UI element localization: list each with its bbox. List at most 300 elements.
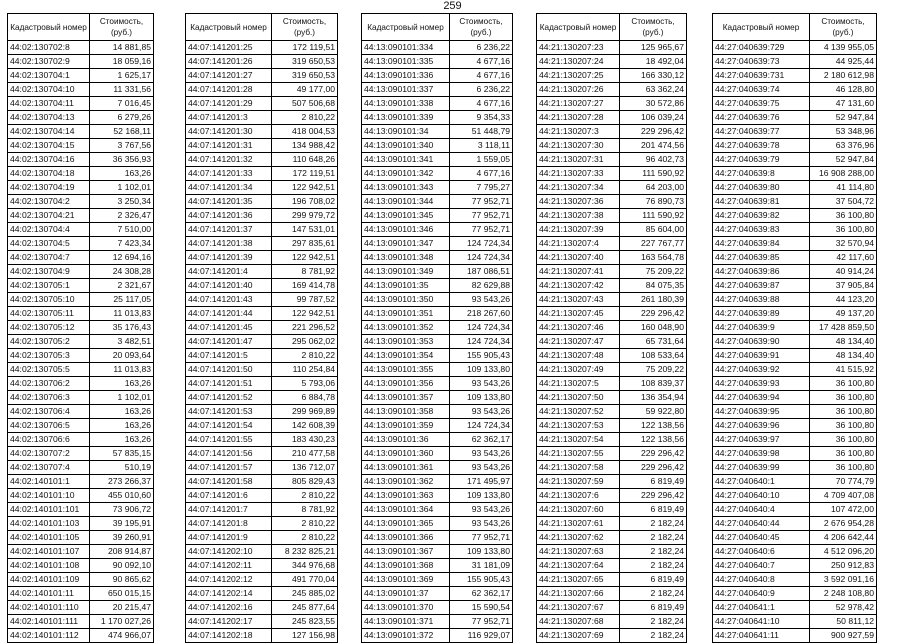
cadastral-number-cell: 44:21:130207:31: [537, 153, 620, 167]
table-row: [8, 531, 154, 545]
cadastral-number-cell: 44:07:141201:44: [186, 307, 272, 321]
table-row: [186, 181, 338, 195]
value-cell: 474 966,07: [90, 629, 154, 643]
table-row: [186, 223, 338, 237]
table-row: [713, 167, 877, 181]
table-row: [362, 55, 513, 69]
cadastral-number-cell: 44:13:090101:338: [362, 97, 450, 111]
table-row: [186, 573, 338, 587]
table-row: [537, 391, 687, 405]
value-cell: 4 512 096,20: [810, 545, 877, 559]
value-cell: 37 504,72: [810, 195, 877, 209]
cadastral-number-cell: 44:07:141201:27: [186, 69, 272, 83]
value-cell: 299 979,72: [272, 209, 338, 223]
cadastral-number-cell: 44:07:141202:18: [186, 629, 272, 643]
value-cell: 14 881,85: [90, 41, 154, 55]
cadastral-number-cell: 44:13:090101:354: [362, 349, 450, 363]
table-row: [8, 111, 154, 125]
table-row: [8, 559, 154, 573]
cadastral-number-cell: 44:27:040639:73: [713, 55, 810, 69]
value-cell: 6 279,26: [90, 111, 154, 125]
cadastral-number-cell: 44:21:130207:48: [537, 349, 620, 363]
header-cadastral-number: Кадастровый номер: [8, 14, 90, 41]
cadastral-number-cell: 44:02:130704:5: [8, 237, 90, 251]
cadastral-number-cell: 44:13:090101:352: [362, 321, 450, 335]
table-row: [186, 167, 338, 181]
table-row: [8, 223, 154, 237]
cadastral-number-cell: 44:27:040639:89: [713, 307, 810, 321]
cadastral-number-cell: 44:07:141201:50: [186, 363, 272, 377]
value-cell: 11 331,56: [90, 83, 154, 97]
value-cell: 172 119,51: [272, 41, 338, 55]
value-cell: 6 819,49: [620, 573, 687, 587]
cadastral-number-cell: 44:13:090101:342: [362, 167, 450, 181]
table-row: [8, 307, 154, 321]
table-row: [186, 377, 338, 391]
table-row: [537, 223, 687, 237]
table-row: [362, 475, 513, 489]
value-cell: 2 182,24: [620, 517, 687, 531]
cadastral-number-cell: 44:21:130207:39: [537, 223, 620, 237]
value-cell: 2 810,22: [272, 531, 338, 545]
value-cell: 11 013,83: [90, 363, 154, 377]
cadastral-number-cell: 44:07:141201:3: [186, 111, 272, 125]
value-cell: 44 925,44: [810, 55, 877, 69]
table-row: [713, 41, 877, 55]
cadastral-number-cell: 44:07:141201:4: [186, 265, 272, 279]
cadastral-number-cell: 44:02:140101:10: [8, 489, 90, 503]
table-row: [713, 223, 877, 237]
table-row: [713, 503, 877, 517]
value-cell: 319 650,53: [272, 69, 338, 83]
value-cell: 36 356,93: [90, 153, 154, 167]
value-cell: 122 942,51: [272, 181, 338, 195]
cadastral-number-cell: 44:27:040639:77: [713, 125, 810, 139]
cadastral-number-cell: 44:07:141201:37: [186, 223, 272, 237]
header-cadastral-number: Кадастровый номер: [362, 14, 450, 41]
table-row: [713, 237, 877, 251]
table-row: [537, 601, 687, 615]
cadastral-number-cell: 44:02:130704:19: [8, 181, 90, 195]
value-cell: 20 215,47: [90, 601, 154, 615]
cadastral-number-cell: 44:07:141202:14: [186, 587, 272, 601]
table-row: [362, 461, 513, 475]
cadastral-number-cell: 44:27:040640:1: [713, 475, 810, 489]
table-row: [537, 237, 687, 251]
table-row: [8, 83, 154, 97]
cadastral-number-cell: 44:13:090101:345: [362, 209, 450, 223]
value-cell: 63 376,96: [810, 139, 877, 153]
table-row: [8, 433, 154, 447]
cadastral-number-cell: 44:27:040639:78: [713, 139, 810, 153]
value-cell: 6 819,49: [620, 503, 687, 517]
cadastral-number-cell: 44:13:090101:367: [362, 545, 450, 559]
cadastral-number-cell: 44:02:130704:15: [8, 139, 90, 153]
table-row: [8, 167, 154, 181]
value-cell: 3 250,34: [90, 195, 154, 209]
table-row: [186, 587, 338, 601]
cadastral-number-cell: 44:02:140101:110: [8, 601, 90, 615]
cadastral-number-cell: 44:21:130207:3: [537, 125, 620, 139]
table-row: [362, 517, 513, 531]
value-cell: 136 354,94: [620, 391, 687, 405]
cadastral-number-cell: 44:21:130207:63: [537, 545, 620, 559]
table-row: [8, 69, 154, 83]
value-cell: 93 543,26: [450, 503, 513, 517]
cadastral-number-cell: 44:02:130704:21: [8, 209, 90, 223]
value-cell: 2 676 954,28: [810, 517, 877, 531]
cadastral-number-cell: 44:21:130207:52: [537, 405, 620, 419]
table-row: [362, 69, 513, 83]
table-row: [713, 587, 877, 601]
cadastral-number-cell: 44:21:130207:5: [537, 377, 620, 391]
value-cell: 229 296,42: [620, 489, 687, 503]
value-cell: 229 296,42: [620, 461, 687, 475]
value-cell: 40 914,24: [810, 265, 877, 279]
cadastral-number-cell: 44:07:141202:11: [186, 559, 272, 573]
table-row: [713, 97, 877, 111]
table-row: [8, 377, 154, 391]
table-row: [186, 475, 338, 489]
table-row: [537, 489, 687, 503]
table-row: [8, 251, 154, 265]
value-cell: 2 810,22: [272, 111, 338, 125]
cadastral-number-cell: 44:07:141201:39: [186, 251, 272, 265]
table-row: [362, 419, 513, 433]
cadastral-number-cell: 44:07:141201:40: [186, 279, 272, 293]
value-cell: 160 048,90: [620, 321, 687, 335]
table-row: [186, 391, 338, 405]
value-cell: 93 543,26: [450, 461, 513, 475]
table-row: [8, 615, 154, 629]
value-cell: 125 965,67: [620, 41, 687, 55]
value-cell: 111 590,92: [620, 167, 687, 181]
value-cell: 4 206 642,44: [810, 531, 877, 545]
cadastral-number-cell: 44:21:130207:55: [537, 447, 620, 461]
table-row: [8, 125, 154, 139]
value-cell: 2 182,24: [620, 545, 687, 559]
cadastral-number-cell: 44:02:130704:18: [8, 167, 90, 181]
table-row: [362, 559, 513, 573]
value-cell: 155 905,43: [450, 349, 513, 363]
value-cell: 319 650,53: [272, 55, 338, 69]
value-cell: 221 296,52: [272, 321, 338, 335]
cadastral-number-cell: 44:07:141201:30: [186, 125, 272, 139]
table-row: [186, 55, 338, 69]
value-cell: 147 531,01: [272, 223, 338, 237]
value-cell: 3 767,56: [90, 139, 154, 153]
cadastral-number-cell: 44:21:130207:45: [537, 307, 620, 321]
table-row: [186, 601, 338, 615]
value-cell: 210 477,58: [272, 447, 338, 461]
cadastral-number-cell: 44:07:141201:58: [186, 475, 272, 489]
table-row: [713, 55, 877, 69]
cadastral-number-cell: 44:13:090101:334: [362, 41, 450, 55]
table-row: [8, 321, 154, 335]
cadastral-number-cell: 44:27:040640:6: [713, 545, 810, 559]
value-cell: 109 133,80: [450, 391, 513, 405]
cadastral-number-cell: 44:02:130702:8: [8, 41, 90, 55]
value-cell: 32 570,94: [810, 237, 877, 251]
cadastral-number-cell: 44:21:130207:43: [537, 293, 620, 307]
table-row: [537, 153, 687, 167]
value-cell: 229 296,42: [620, 125, 687, 139]
table-row: [537, 83, 687, 97]
cadastral-number-cell: 44:02:130704:7: [8, 251, 90, 265]
table-row: [362, 321, 513, 335]
table-row: [186, 433, 338, 447]
cadastral-number-cell: 44:27:040639:99: [713, 461, 810, 475]
table-row: [186, 321, 338, 335]
cadastral-number-cell: 44:02:130704:2: [8, 195, 90, 209]
cadastral-number-cell: 44:07:141201:6: [186, 489, 272, 503]
cadastral-number-cell: 44:07:141201:43: [186, 293, 272, 307]
cadastral-number-cell: 44:27:040641:11: [713, 629, 810, 643]
cadastral-number-cell: 44:27:040639:87: [713, 279, 810, 293]
cadastral-number-cell: 44:02:130704:13: [8, 111, 90, 125]
table-row: [8, 335, 154, 349]
table-row: [537, 559, 687, 573]
table-row: [713, 321, 877, 335]
cadastral-number-cell: 44:02:130706:5: [8, 419, 90, 433]
value-cell: 12 694,16: [90, 251, 154, 265]
value-cell: 5 793,06: [272, 377, 338, 391]
table-row: [8, 489, 154, 503]
table-row: [713, 363, 877, 377]
cadastral-number-cell: 44:07:141201:47: [186, 335, 272, 349]
value-cell: 295 062,02: [272, 335, 338, 349]
value-cell: 245 823,55: [272, 615, 338, 629]
value-cell: 2 248 108,80: [810, 587, 877, 601]
table-row: [537, 209, 687, 223]
table-row: [186, 559, 338, 573]
cadastral-number-cell: 44:02:130704:14: [8, 125, 90, 139]
cadastral-number-cell: 44:27:040639:82: [713, 209, 810, 223]
table-row: [713, 139, 877, 153]
cadastral-number-cell: 44:13:090101:363: [362, 489, 450, 503]
table-row: [713, 209, 877, 223]
cadastral-table-4: [536, 13, 687, 643]
cadastral-number-cell: 44:13:090101:347: [362, 237, 450, 251]
value-cell: 48 134,40: [810, 335, 877, 349]
value-cell: 25 117,05: [90, 293, 154, 307]
table-row: [713, 559, 877, 573]
value-cell: 2 321,67: [90, 279, 154, 293]
table-row: [8, 391, 154, 405]
value-cell: 163 564,78: [620, 251, 687, 265]
value-cell: 49 177,00: [272, 83, 338, 97]
cadastral-number-cell: 44:07:141201:7: [186, 503, 272, 517]
table-row: [186, 265, 338, 279]
table-row: [713, 335, 877, 349]
cadastral-number-cell: 44:02:130705:12: [8, 321, 90, 335]
value-cell: 52 978,42: [810, 601, 877, 615]
table-row: [713, 195, 877, 209]
cadastral-number-cell: 44:21:130207:64: [537, 559, 620, 573]
table-row: [537, 181, 687, 195]
page-number: 259: [443, 0, 462, 12]
cadastral-number-cell: 44:21:130207:30: [537, 139, 620, 153]
value-cell: 17 428 859,50: [810, 321, 877, 335]
cadastral-number-cell: 44:21:130207:54: [537, 433, 620, 447]
table-row: [713, 531, 877, 545]
cadastral-number-cell: 44:21:130207:68: [537, 615, 620, 629]
table-row: [186, 279, 338, 293]
table-row: [8, 363, 154, 377]
value-cell: 90 865,62: [90, 573, 154, 587]
value-cell: 93 543,26: [450, 377, 513, 391]
cadastral-number-cell: 44:21:130207:25: [537, 69, 620, 83]
value-cell: 36 100,80: [810, 419, 877, 433]
cadastral-number-cell: 44:21:130207:23: [537, 41, 620, 55]
cadastral-number-cell: 44:13:090101:335: [362, 55, 450, 69]
table-row: [713, 545, 877, 559]
cadastral-number-cell: 44:13:090101:369: [362, 573, 450, 587]
table-row: [362, 573, 513, 587]
value-cell: 124 724,34: [450, 335, 513, 349]
table-row: [186, 335, 338, 349]
cadastral-number-cell: 44:13:090101:370: [362, 601, 450, 615]
value-cell: 4 677,16: [450, 167, 513, 181]
cadastral-number-cell: 44:07:141201:32: [186, 153, 272, 167]
cadastral-number-cell: 44:13:090101:348: [362, 251, 450, 265]
value-cell: 30 572,86: [620, 97, 687, 111]
table-row: [537, 41, 687, 55]
cadastral-number-cell: 44:27:040639:75: [713, 97, 810, 111]
value-cell: 49 137,20: [810, 307, 877, 321]
cadastral-number-cell: 44:13:090101:349: [362, 265, 450, 279]
value-cell: 20 093,64: [90, 349, 154, 363]
value-cell: 77 952,71: [450, 615, 513, 629]
cadastral-number-cell: 44:07:141201:38: [186, 237, 272, 251]
value-cell: 124 724,34: [450, 237, 513, 251]
table-row: [537, 531, 687, 545]
cadastral-number-cell: 44:27:040639:98: [713, 447, 810, 461]
value-cell: 2 182,24: [620, 559, 687, 573]
table-row: [362, 587, 513, 601]
table-row: [186, 461, 338, 475]
cadastral-number-cell: 44:21:130207:69: [537, 629, 620, 643]
table-row: [362, 97, 513, 111]
value-cell: 110 648,26: [272, 153, 338, 167]
cadastral-number-cell: 44:02:130705:5: [8, 363, 90, 377]
table-row: [8, 629, 154, 643]
table-row: [8, 209, 154, 223]
cadastral-number-cell: 44:02:130706:3: [8, 391, 90, 405]
cadastral-number-cell: 44:02:130705:3: [8, 349, 90, 363]
cadastral-table-2: [185, 13, 338, 643]
table-row: [713, 573, 877, 587]
value-cell: 491 770,04: [272, 573, 338, 587]
cadastral-number-cell: 44:21:130207:53: [537, 419, 620, 433]
table-row: [362, 545, 513, 559]
cadastral-table-1: [7, 13, 154, 643]
value-cell: 24 308,28: [90, 265, 154, 279]
value-cell: 344 976,68: [272, 559, 338, 573]
table-row: [713, 279, 877, 293]
cadastral-number-cell: 44:21:130207:66: [537, 587, 620, 601]
cadastral-number-cell: 44:02:130704:10: [8, 83, 90, 97]
value-cell: 261 180,39: [620, 293, 687, 307]
cadastral-number-cell: 44:21:130207:40: [537, 251, 620, 265]
table-row: [362, 349, 513, 363]
table-row: [537, 321, 687, 335]
table-row: [713, 433, 877, 447]
cadastral-number-cell: 44:13:090101:371: [362, 615, 450, 629]
value-cell: 8 781,92: [272, 503, 338, 517]
value-cell: 4 709 407,08: [810, 489, 877, 503]
value-cell: 77 952,71: [450, 209, 513, 223]
table-row: [362, 237, 513, 251]
value-cell: 110 254,84: [272, 363, 338, 377]
header-value-rub: Стоимость, (руб.): [620, 14, 687, 41]
table-row: [362, 335, 513, 349]
cadastral-number-cell: 44:27:040639:83: [713, 223, 810, 237]
table-row: [8, 195, 154, 209]
cadastral-number-cell: 44:02:130706:4: [8, 405, 90, 419]
table-row: [362, 377, 513, 391]
value-cell: 136 712,07: [272, 461, 338, 475]
header-cadastral-number: Кадастровый номер: [186, 14, 272, 41]
value-cell: 124 724,34: [450, 251, 513, 265]
cadastral-number-cell: 44:13:090101:337: [362, 83, 450, 97]
table-row: [186, 629, 338, 643]
cadastral-number-cell: 44:07:141201:54: [186, 419, 272, 433]
table-row: [362, 251, 513, 265]
table-row: [186, 447, 338, 461]
value-cell: 6 236,22: [450, 83, 513, 97]
value-cell: 127 156,98: [272, 629, 338, 643]
table-row: [186, 195, 338, 209]
value-cell: 41 515,92: [810, 363, 877, 377]
cadastral-number-cell: 44:21:130207:67: [537, 601, 620, 615]
cadastral-number-cell: 44:27:040640:4: [713, 503, 810, 517]
table-row: [186, 111, 338, 125]
value-cell: 93 543,26: [450, 517, 513, 531]
cadastral-number-cell: 44:13:090101:35: [362, 279, 450, 293]
value-cell: 4 677,16: [450, 69, 513, 83]
header-cadastral-number: Кадастровый номер: [537, 14, 620, 41]
table-row: [8, 419, 154, 433]
value-cell: 2 810,22: [272, 349, 338, 363]
table-row: [8, 573, 154, 587]
table-row: [186, 503, 338, 517]
cadastral-number-cell: 44:27:040639:76: [713, 111, 810, 125]
table-row: [713, 405, 877, 419]
value-cell: 7 423,34: [90, 237, 154, 251]
value-cell: 2 182,24: [620, 531, 687, 545]
cadastral-number-cell: 44:02:130704:4: [8, 223, 90, 237]
value-cell: 1 559,05: [450, 153, 513, 167]
value-cell: 52 947,84: [810, 111, 877, 125]
table-row: [186, 349, 338, 363]
cadastral-number-cell: 44:27:040639:97: [713, 433, 810, 447]
cadastral-number-cell: 44:27:040639:96: [713, 419, 810, 433]
value-cell: 8 781,92: [272, 265, 338, 279]
cadastral-number-cell: 44:27:040639:85: [713, 251, 810, 265]
value-cell: 229 296,42: [620, 447, 687, 461]
table-row: [8, 279, 154, 293]
cadastral-number-cell: 44:13:090101:357: [362, 391, 450, 405]
cadastral-number-cell: 44:07:141202:17: [186, 615, 272, 629]
table-row: [186, 139, 338, 153]
value-cell: 109 133,80: [450, 363, 513, 377]
cadastral-number-cell: 44:27:040640:7: [713, 559, 810, 573]
table-row: [713, 391, 877, 405]
cadastral-number-cell: 44:02:140101:111: [8, 615, 90, 629]
table-row: [8, 545, 154, 559]
cadastral-number-cell: 44:21:130207:34: [537, 181, 620, 195]
